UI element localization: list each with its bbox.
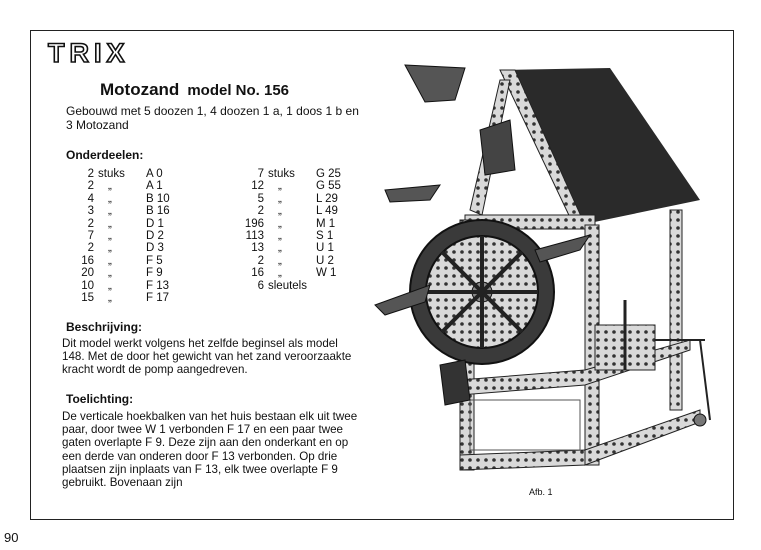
part-code: D 3: [146, 242, 164, 255]
part-quantity: 16: [81, 254, 94, 267]
part-code: U 1: [316, 242, 334, 255]
part-code: F 9: [146, 267, 163, 280]
model-title: [100, 80, 289, 100]
part-quantity: 2: [257, 205, 264, 218]
part-quantity: 113: [245, 230, 264, 242]
part-code: L 49: [316, 205, 338, 218]
part-code: D 1: [146, 217, 164, 230]
part-quantity: 3: [87, 205, 94, 218]
part-code: W 1: [316, 267, 337, 280]
part-code: M 1: [316, 217, 336, 230]
part-unit: „: [278, 267, 282, 280]
part-quantity: 16: [251, 267, 264, 280]
part-code: G 55: [316, 180, 341, 193]
part-code: F 5: [146, 254, 163, 267]
part-code: B 10: [146, 192, 170, 205]
part-quantity: 7: [257, 168, 264, 180]
part-unit: „: [108, 217, 112, 230]
part-unit: stuks: [98, 168, 125, 180]
part-quantity: 12: [251, 180, 264, 193]
part-quantity: 2: [87, 180, 94, 193]
part-unit: „: [108, 192, 112, 205]
part-unit: „: [278, 254, 282, 267]
part-quantity: 5: [257, 192, 264, 205]
model-illustration: [370, 40, 720, 510]
part-unit: „: [108, 205, 112, 218]
part-quantity: 15: [81, 292, 94, 304]
part-quantity: 2: [87, 217, 94, 230]
part-unit: „: [278, 230, 282, 242]
part-unit: „: [278, 205, 282, 218]
figure-caption: Afb. 1: [529, 487, 553, 497]
part-code: A 0: [146, 168, 163, 180]
part-quantity: 20: [81, 267, 94, 280]
part-unit: „: [108, 267, 112, 280]
explanation-text: De verticale hoekbalken van het huis bestaan elk uit twee paar, door twee W 1 verbonden F 17 en een paar twee gaten overlapte F 9. Deze zijn aan den onderkant en op een derde van onderen door F 13 verbonden. Op drie plaatsen zijn inplaats van F 13, elk twee overlapte F 9 gebruikt. Bovenaan zijn: [62, 410, 358, 490]
part-code: A 1: [146, 180, 163, 193]
trix-logo: TRIX: [48, 38, 130, 68]
description-heading: Beschrijving:: [66, 320, 143, 334]
part-quantity: 2: [87, 242, 94, 255]
part-quantity: 13: [251, 242, 264, 255]
roof-plate: [500, 68, 700, 225]
part-unit: „: [108, 292, 112, 304]
part-quantity: 7: [87, 230, 94, 242]
model-name: Motozand: [100, 80, 180, 99]
part-code: F 17: [146, 292, 170, 304]
part-unit: „: [108, 242, 112, 255]
part-unit: „: [108, 279, 112, 292]
part-code: G 25: [316, 168, 341, 180]
part-quantity: 6: [257, 279, 264, 292]
part-unit: sleutels: [268, 279, 307, 292]
part-quantity: 2: [87, 168, 94, 180]
hopper: [405, 65, 465, 102]
part-code: L 29: [316, 192, 338, 205]
part-unit: „: [278, 242, 282, 255]
part-code: B 16: [146, 205, 170, 218]
part-unit: stuks: [268, 168, 295, 180]
part-code: S 1: [316, 230, 334, 242]
part-quantity: 10: [81, 279, 94, 292]
part-quantity: 196: [244, 217, 264, 230]
description-text: Dit model werkt volgens het zelfde beginsel als model 148. Met de door het gewicht van het zand veroorzaakte kracht wordt de pomp aangedreven.: [62, 337, 352, 377]
model-number: model No. 156: [187, 82, 290, 99]
part-code: D 2: [146, 230, 164, 242]
part-code: U 2: [316, 254, 334, 267]
part-code: F 13: [146, 279, 170, 292]
part-unit: „: [108, 254, 112, 267]
parts-heading: Onderdeelen:: [66, 148, 144, 162]
part-unit: „: [278, 180, 282, 193]
part-quantity: 4: [87, 192, 94, 205]
part-unit: „: [278, 217, 282, 230]
part-unit: „: [278, 192, 282, 205]
part-unit: „: [108, 230, 112, 242]
build-description: Gebouwd met 5 doozen 1, 4 doozen 1 a, 1 doos 1 b en 3 Motozand: [66, 104, 359, 132]
explanation-heading: Toelichting:: [66, 392, 134, 406]
page-number: 90: [4, 530, 19, 545]
part-quantity: 2: [257, 254, 264, 267]
part-unit: „: [108, 180, 112, 193]
wheel: [410, 220, 554, 364]
